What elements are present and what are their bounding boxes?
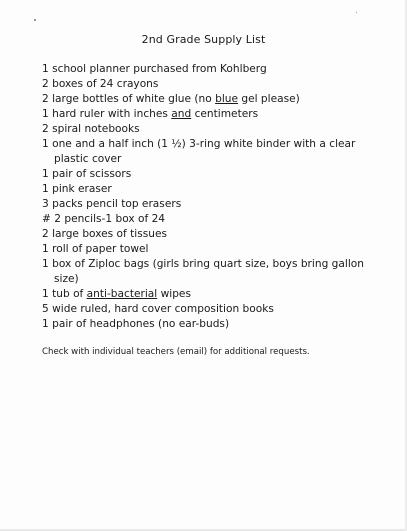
list-item (42, 77, 382, 92)
list-item-text: 1 roll of paper towel (42, 243, 149, 255)
list-item-text: 1 one and a half inch (1 ½) 3-ring white binder with a clear plastic cover (42, 138, 356, 165)
list-item (42, 287, 382, 302)
list-item-text: 2 large bottles of white glue (no (42, 93, 216, 105)
list-item (42, 197, 382, 212)
list-item-text: 1 pink eraser (42, 183, 112, 195)
list-item-text: 1 tub of (42, 288, 87, 300)
list-item (42, 122, 382, 137)
list-item-text: 2 spiral notebooks (42, 123, 140, 135)
scan-speck (356, 12, 357, 13)
list-item (42, 212, 382, 227)
list-item (42, 62, 382, 77)
list-item (42, 302, 382, 317)
scan-speck (34, 19, 36, 21)
list-item-text: 3 packs pencil top erasers (42, 198, 182, 210)
list-item (42, 92, 382, 107)
list-item (42, 182, 382, 197)
list-item-text: 1 pair of scissors (42, 168, 132, 180)
list-item (42, 137, 382, 167)
underlined-text: and (171, 108, 192, 120)
supply-list (42, 62, 382, 332)
list-item (42, 107, 382, 122)
list-item (42, 167, 382, 182)
list-item (42, 257, 382, 287)
list-item-text: 1 box of Ziploc bags (girls bring quart size, boys bring gallon size) (42, 258, 364, 285)
page-title: 2nd Grade Supply List (141, 33, 266, 46)
list-item-text: centimeters (191, 108, 259, 120)
list-item (42, 227, 382, 242)
list-item-text: 1 pair of headphones (no ear-buds) (42, 318, 230, 330)
list-item-text: wipes (157, 288, 191, 300)
underlined-text: anti-bacterial (86, 288, 158, 300)
list-item-text: 1 school planner purchased from Kohlberg (42, 63, 267, 75)
list-item-text: 5 wide ruled, hard cover composition books (42, 303, 274, 315)
underlined-text: blue (215, 93, 238, 105)
list-item-text: 2 boxes of 24 crayons (42, 78, 159, 90)
list-item-text: 1 hard ruler with inches (42, 108, 172, 120)
list-item-text: # 2 pencils-1 box of 24 (42, 213, 166, 225)
list-item (42, 317, 382, 332)
list-item-text: gel please) (238, 93, 300, 105)
teacher-note: Check with individual teachers (email) for additional requests. (42, 347, 310, 357)
list-item (42, 242, 382, 257)
list-item-text: 2 large boxes of tissues (42, 228, 168, 240)
